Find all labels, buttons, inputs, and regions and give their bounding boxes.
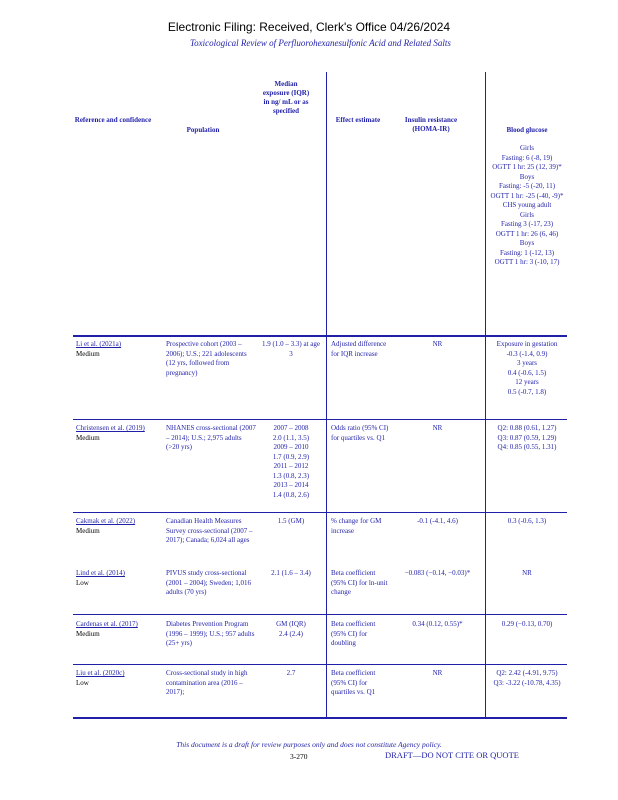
- confidence-rating: Medium: [76, 349, 100, 358]
- confidence-rating: Low: [76, 678, 89, 687]
- reference-link[interactable]: Cakmak et al. (2022): [76, 517, 136, 525]
- row-divider: [73, 512, 567, 513]
- reference-link[interactable]: Cardenas et al. (2017): [76, 620, 138, 628]
- blood-glucose-cell: Q2: 2.42 (-4.91, 9.75) Q3: -3.22 (-10.78, 4.35): [493, 669, 561, 687]
- population-cell: Diabetes Prevention Program (1996 – 1999); U.S.; 957 adults (25+ yrs): [166, 620, 255, 647]
- draft-stamp: DRAFT—DO NOT CITE OR QUOTE: [385, 750, 519, 760]
- median-exposure-cell: 2007 – 2008 2.0 (1.1, 3.5) 2009 – 2010 1.7 (0.9, 2.9) 2011 – 2012 1.3 (0.8, 2.3) 2013 – 2014 1.4 (0.8, 2.6): [272, 424, 310, 499]
- reference-cell: [76, 424, 154, 443]
- insulin-resistance-cell: NR: [432, 669, 443, 677]
- confidence-rating: Medium: [76, 526, 100, 535]
- population-cell: Cross-sectional study in high contamination area (2016 – 2017);: [166, 669, 248, 696]
- header-reference: Reference and confidence: [74, 116, 152, 124]
- effect-estimate-cell: Odds ratio (95% CI) for quartiles vs. Q1: [331, 424, 389, 442]
- row-divider: [73, 419, 567, 420]
- confidence-rating: Medium: [76, 629, 100, 638]
- reference-cell: [76, 669, 154, 688]
- population-cell: PIVUS study cross-sectional (2001 – 2004); Sweden; 1,016 adults (70 yrs): [166, 569, 251, 596]
- table-bottom-border: [73, 717, 567, 719]
- insulin-resistance-cell: NR: [432, 424, 443, 432]
- median-exposure-cell: 1.5 (GM): [277, 517, 305, 525]
- reference-cell: [76, 340, 154, 359]
- effect-estimate-cell: Beta coefficient (95% CI) for doubling: [331, 620, 376, 647]
- page-number: 3-270: [290, 752, 308, 761]
- reference-link[interactable]: Li et al. (2021a): [76, 340, 122, 348]
- insulin-resistance-cell: -0.1 (-4.1, 4.6): [417, 517, 458, 525]
- blood-glucose-header-results: Girls Fasting: 6 (-8, 19) OGTT 1 hr: 25 (12, 39)* Boys Fasting: -5 (-20, 11) OGTT 1 hr: -25 (-40, -9)* CHS young adult Girls Fasting 3 (-17, 23) OGTT 1 hr: 26 (6, 46) Boys Fasting: 1 (-12, 13) OGTT 1 hr: 3 (-10, 17): [490, 144, 564, 266]
- draft-disclaimer: This document is a draft for review purposes only and does not constitute Agency policy.: [176, 740, 442, 749]
- confidence-rating: Medium: [76, 433, 100, 442]
- population-cell: Prospective cohort (2003 – 2006); U.S.; 221 adolescents (12 yrs, followed from pregnancy): [166, 340, 247, 377]
- median-exposure-cell: 2.1 (1.6 – 3.4): [271, 569, 311, 577]
- insulin-resistance-cell: NR: [432, 340, 443, 348]
- reference-link[interactable]: Lind et al. (2014): [76, 569, 125, 577]
- reference-link[interactable]: Christensen et al. (2019): [76, 424, 145, 432]
- blood-glucose-cell: Q2: 0.88 (0.61, 1.27) Q3: 0.87 (0.59, 1.29) Q4: 0.85 (0.55, 1.31): [497, 424, 557, 451]
- blood-glucose-cell: 0.29 (−0.13, 0.70): [501, 620, 553, 628]
- column-divider: [485, 72, 486, 718]
- column-divider: [326, 72, 327, 718]
- row-divider: [73, 614, 567, 615]
- blood-glucose-cell: Exposure in gestation -0.3 (-1.4, 0.9) 3 years 0.4 (-0.6, 1.5) 12 years 0.5 (-0.7, 1.8): [496, 340, 558, 396]
- row-divider: [73, 664, 567, 665]
- reference-link[interactable]: Liu et al. (2020c): [76, 669, 125, 677]
- header-blood-glucose: Blood glucose: [506, 126, 548, 134]
- effect-estimate-cell: % change for GM increase: [331, 517, 382, 535]
- row-divider: [73, 335, 567, 337]
- reference-cell: [76, 517, 154, 536]
- insulin-resistance-cell: −0.083 (−0.14, −0.03)*: [404, 569, 471, 577]
- filing-header: Electronic Filing: Received, Clerk's Office 04/26/2024: [167, 20, 451, 34]
- header-population: Population: [186, 126, 220, 134]
- results-table: [73, 72, 567, 718]
- blood-glucose-cell: 0.3 (-0.6, 1.3): [507, 517, 547, 525]
- median-exposure-cell: 1.9 (1.0 – 3.3) at age 3: [262, 340, 320, 358]
- header-insulin-resistance: Insulin resistance (HOMA-IR): [404, 116, 458, 133]
- effect-estimate-cell: Beta coefficient (95% CI) for quartiles vs. Q1: [331, 669, 376, 696]
- reference-cell: [76, 620, 154, 639]
- document-subtitle: Toxicological Review of Perfluorohexanesulfonic Acid and Related Salts: [190, 38, 451, 48]
- effect-estimate-cell: Beta coefficient (95% CI) for ln-unit change: [331, 569, 388, 596]
- reference-cell: [76, 569, 154, 588]
- header-median-exposure: Median exposure (IQR) in ng/ mL or as specified: [262, 80, 310, 115]
- confidence-rating: Low: [76, 578, 89, 587]
- header-effect-estimate: Effect estimate: [335, 116, 381, 124]
- blood-glucose-cell: NR: [522, 569, 532, 577]
- median-exposure-cell: 2.7: [286, 669, 296, 677]
- median-exposure-cell: GM (IQR) 2.4 (2.4): [276, 620, 306, 638]
- effect-estimate-cell: Adjusted difference for IQR increase: [331, 340, 387, 358]
- population-cell: Canadian Health Measures Survey cross-sectional (2007 – 2017); Canada; 6,024 all ages: [166, 517, 253, 544]
- insulin-resistance-cell: 0.34 (0.12, 0.55)*: [412, 620, 463, 628]
- population-cell: NHANES cross-sectional (2007 – 2014); U.S.; 2,975 adults (>20 yrs): [166, 424, 256, 451]
